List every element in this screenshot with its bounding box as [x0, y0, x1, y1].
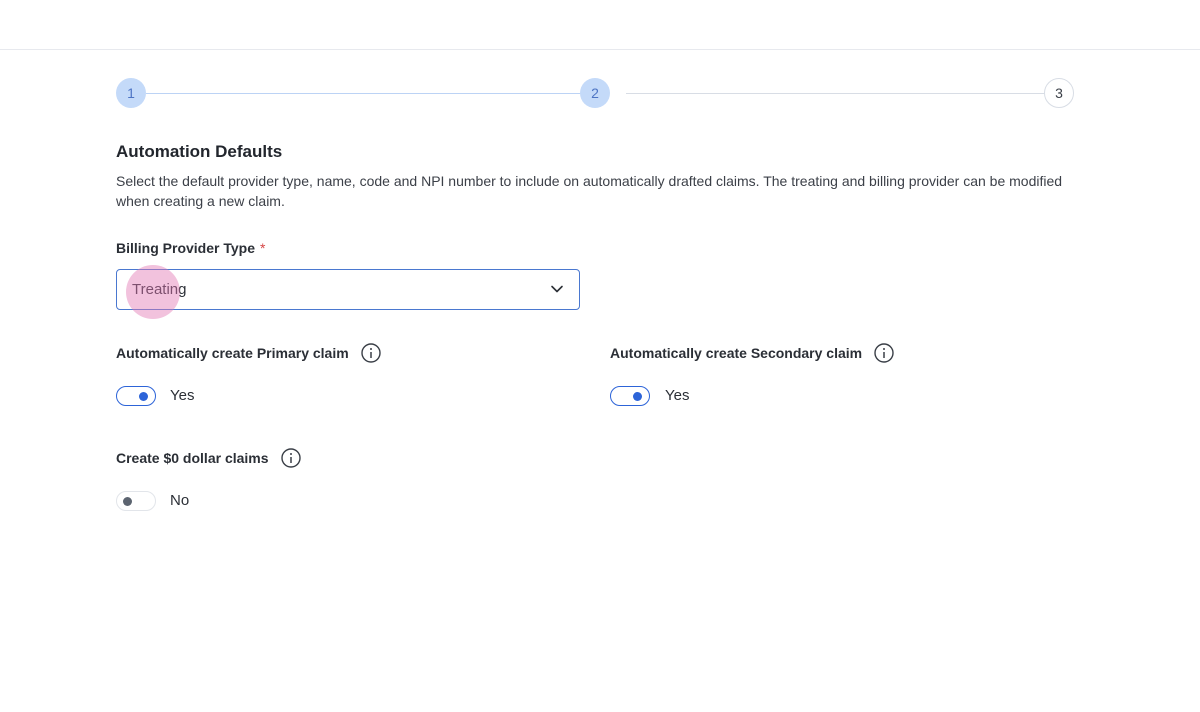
billing-provider-type-select[interactable]: [116, 269, 580, 310]
chevron-down-icon: [549, 281, 565, 297]
primary-claim-label-text: Automatically create Primary claim: [116, 345, 349, 361]
stepper: [116, 78, 1076, 110]
secondary-claim-label: [610, 343, 894, 363]
primary-claim-toggle-state: Yes: [170, 387, 195, 404]
step-2[interactable]: 2: [580, 78, 610, 108]
secondary-claim-toggle[interactable]: [610, 386, 650, 406]
secondary-claim-label-text: Automatically create Secondary claim: [610, 345, 863, 361]
info-icon[interactable]: [874, 343, 894, 363]
zero-dollar-claims-toggle-state: No: [170, 492, 190, 509]
zero-dollar-claims-toggle[interactable]: [116, 491, 156, 511]
toggle-knob: [633, 392, 642, 401]
section-description: Select the default provider type, name, code and NPI number to include on automatically drafted claims. The treating and billing provider can be modified when creating a new claim.: [116, 173, 1063, 209]
step-1[interactable]: 1: [116, 78, 146, 108]
primary-claim-toggle[interactable]: [116, 386, 156, 406]
top-bar: [0, 0, 1200, 50]
stepper-connector: [626, 93, 1046, 94]
toggle-knob: [123, 497, 132, 506]
primary-claim-label: [116, 343, 381, 363]
required-asterisk: *: [260, 240, 266, 256]
section-title: Automation Defaults: [116, 142, 283, 161]
zero-dollar-claims-label: [116, 448, 301, 468]
billing-provider-type-label-text: Billing Provider Type: [116, 240, 255, 256]
billing-provider-type-label: [116, 240, 265, 256]
info-icon[interactable]: [281, 448, 301, 468]
zero-dollar-claims-label-text: Create $0 dollar claims: [116, 450, 269, 466]
stepper-connector: [146, 93, 596, 94]
billing-provider-type-value: Treating: [132, 281, 187, 298]
secondary-claim-toggle-state: Yes: [665, 387, 690, 404]
step-3[interactable]: 3: [1044, 78, 1074, 108]
toggle-knob: [139, 392, 148, 401]
info-icon[interactable]: [361, 343, 381, 363]
